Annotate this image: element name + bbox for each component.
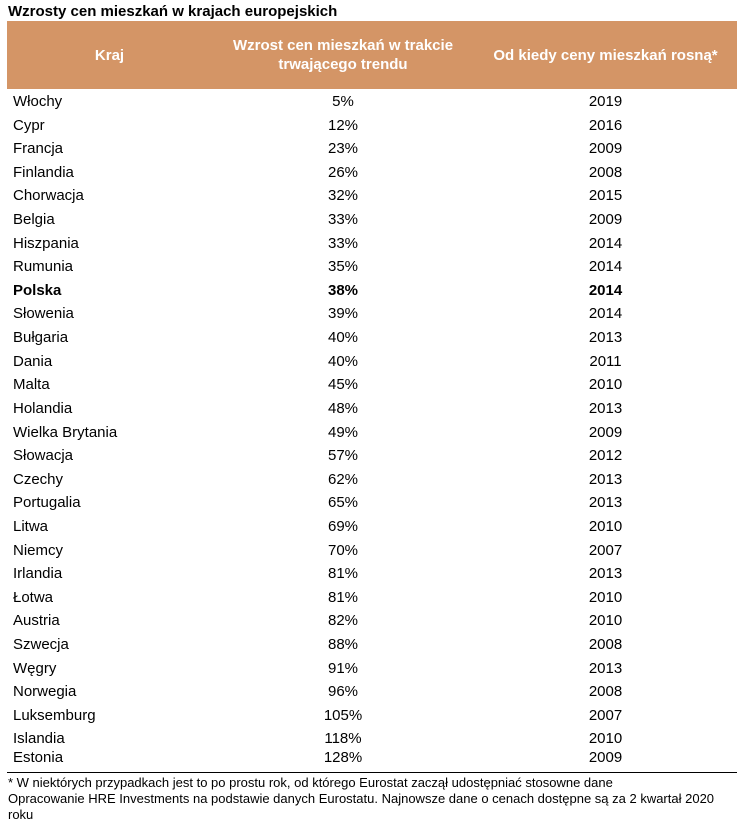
- cell-year: 2014: [588, 258, 623, 276]
- cell-growth: 65%: [327, 494, 359, 512]
- footnote-asterisk: * W niektórych przypadkach jest to po prostu rok, od którego Eurostat zaczął udostępniać stosowne dane: [8, 775, 613, 790]
- cell-year: 2013: [588, 399, 623, 417]
- cell-growth: 57%: [327, 447, 359, 465]
- header-since-year: Od kiedy ceny mieszkań rosną*: [493, 46, 718, 64]
- cell-country: Malta: [13, 376, 50, 394]
- cell-year: 2010: [588, 730, 623, 748]
- cell-growth: 40%: [327, 352, 359, 370]
- cell-country: Finlandia: [13, 163, 74, 181]
- cell-growth: 91%: [327, 659, 359, 677]
- cell-year: 2014: [588, 305, 623, 323]
- table-title: Wzrosty cen mieszkań w krajach europejskich: [8, 3, 338, 20]
- table-row: [7, 586, 737, 610]
- cell-growth: 33%: [327, 234, 359, 252]
- cell-growth: 118%: [324, 730, 362, 748]
- cell-growth: 39%: [327, 305, 359, 323]
- cell-country: Niemcy: [13, 541, 64, 559]
- cell-year: 2015: [588, 187, 623, 205]
- cell-year: 2019: [588, 93, 623, 110]
- cell-year: 2008: [588, 636, 623, 654]
- cell-year: 2008: [588, 163, 623, 181]
- table-row: [7, 114, 737, 138]
- cell-growth: 33%: [327, 211, 359, 229]
- cell-country: Łotwa: [13, 588, 54, 606]
- cell-growth: 48%: [327, 399, 359, 417]
- table-row: [7, 444, 737, 468]
- cell-country: Chorwacja: [13, 187, 84, 205]
- cell-growth: 23%: [327, 140, 359, 158]
- table-row: [7, 562, 737, 586]
- cell-growth: 38%: [327, 281, 359, 299]
- table-row: [7, 539, 737, 563]
- cell-year: 2014: [588, 281, 623, 299]
- cell-year: 2010: [588, 376, 623, 394]
- cell-growth: 32%: [327, 187, 359, 205]
- header-country: Kraj: [94, 46, 125, 64]
- cell-year: 2007: [588, 541, 623, 559]
- cell-year: 2009: [588, 749, 623, 767]
- cell-year: 2013: [588, 494, 623, 512]
- cell-growth: 45%: [327, 376, 359, 394]
- cell-year: 2010: [588, 517, 623, 535]
- cell-growth: 49%: [327, 423, 359, 441]
- table-row: [7, 515, 737, 539]
- cell-country: Irlandia: [13, 565, 63, 583]
- cell-growth: 88%: [327, 636, 359, 654]
- cell-country: Wielka Brytania: [13, 423, 118, 441]
- cell-growth: 35%: [327, 258, 359, 276]
- cell-country: Polska: [13, 281, 62, 299]
- table-row: [7, 161, 737, 185]
- cell-year: 2009: [588, 211, 623, 229]
- cell-country: Estonia: [13, 749, 64, 767]
- table-row: [7, 468, 737, 492]
- cell-year: 2009: [588, 140, 623, 158]
- cell-country: Luksemburg: [13, 706, 96, 724]
- table-header: [7, 21, 737, 89]
- cell-country: Węgry: [13, 659, 57, 677]
- cell-growth: 96%: [327, 683, 359, 701]
- cell-country: Cypr: [13, 116, 45, 134]
- footnote-divider: [7, 772, 737, 773]
- table-row: [7, 90, 737, 114]
- cell-growth: 81%: [327, 588, 359, 606]
- cell-growth: 5%: [332, 93, 354, 110]
- cell-year: 2014: [588, 234, 623, 252]
- table-row: [7, 704, 737, 728]
- cell-growth: 62%: [327, 470, 359, 488]
- cell-country: Słowenia: [13, 305, 74, 323]
- footnote-source: Opracowanie HRE Investments na podstawie danych Eurostatu. Najnowsze dane o cenach dostępne są za 2 kwartał 2020 roku: [8, 791, 715, 822]
- cell-country: Norwegia: [13, 683, 77, 701]
- cell-year: 2013: [588, 329, 623, 347]
- cell-country: Litwa: [13, 517, 49, 535]
- cell-country: Włochy: [13, 93, 63, 110]
- table-row: [7, 255, 737, 279]
- table-row: [7, 491, 737, 515]
- cell-year: 2009: [588, 423, 623, 441]
- table-body: [7, 90, 737, 775]
- cell-country: Dania: [13, 352, 53, 370]
- cell-year: 2007: [588, 706, 623, 724]
- cell-country: Portugalia: [13, 494, 81, 512]
- cell-country: Słowacja: [13, 447, 74, 465]
- cell-country: Bułgaria: [13, 329, 69, 347]
- cell-growth: 128%: [323, 749, 363, 767]
- cell-growth: 40%: [327, 329, 359, 347]
- cell-year: 2012: [588, 447, 623, 465]
- cell-country: Czechy: [13, 470, 64, 488]
- cell-growth: 82%: [327, 612, 359, 630]
- table-row: [7, 350, 737, 374]
- cell-country: Islandia: [13, 730, 65, 748]
- table-row: [7, 208, 737, 232]
- table-row: [7, 397, 737, 421]
- cell-country: Hiszpania: [13, 234, 79, 252]
- cell-country: Francja: [13, 140, 64, 158]
- cell-country: Austria: [13, 612, 60, 630]
- cell-year: 2013: [588, 659, 623, 677]
- cell-growth: 26%: [327, 163, 359, 181]
- table-row: [7, 609, 737, 633]
- cell-year: 2010: [588, 612, 623, 630]
- table-row: [7, 633, 737, 657]
- footnotes: [8, 775, 733, 823]
- cell-country: Rumunia: [13, 258, 74, 276]
- table-row: [7, 680, 737, 704]
- cell-growth: 70%: [327, 541, 359, 559]
- table-row: [7, 373, 737, 397]
- cell-year: 2008: [588, 683, 623, 701]
- cell-country: Belgia: [13, 211, 55, 229]
- table-row: [7, 184, 737, 208]
- header-growth: Wzrost cen mieszkań w trakcie trwającego trendu: [232, 37, 454, 73]
- cell-year: 2016: [588, 116, 623, 134]
- table-row: [7, 326, 737, 350]
- cell-country: Holandia: [13, 399, 73, 417]
- cell-year: 2013: [588, 565, 623, 583]
- cell-growth: 105%: [323, 706, 363, 724]
- table-row: [7, 137, 737, 161]
- cell-growth: 12%: [327, 116, 359, 134]
- table-row: [7, 657, 737, 681]
- cell-growth: 69%: [327, 517, 359, 535]
- table-row: [7, 232, 737, 256]
- table-row: [7, 302, 737, 326]
- cell-growth: 81%: [327, 565, 359, 583]
- cell-country: Szwecja: [13, 636, 69, 654]
- table-row: [7, 421, 737, 445]
- cell-year: 2010: [588, 588, 623, 606]
- cell-year: 2013: [588, 470, 623, 488]
- cell-year: 2011: [589, 352, 622, 370]
- table-row: [7, 279, 737, 303]
